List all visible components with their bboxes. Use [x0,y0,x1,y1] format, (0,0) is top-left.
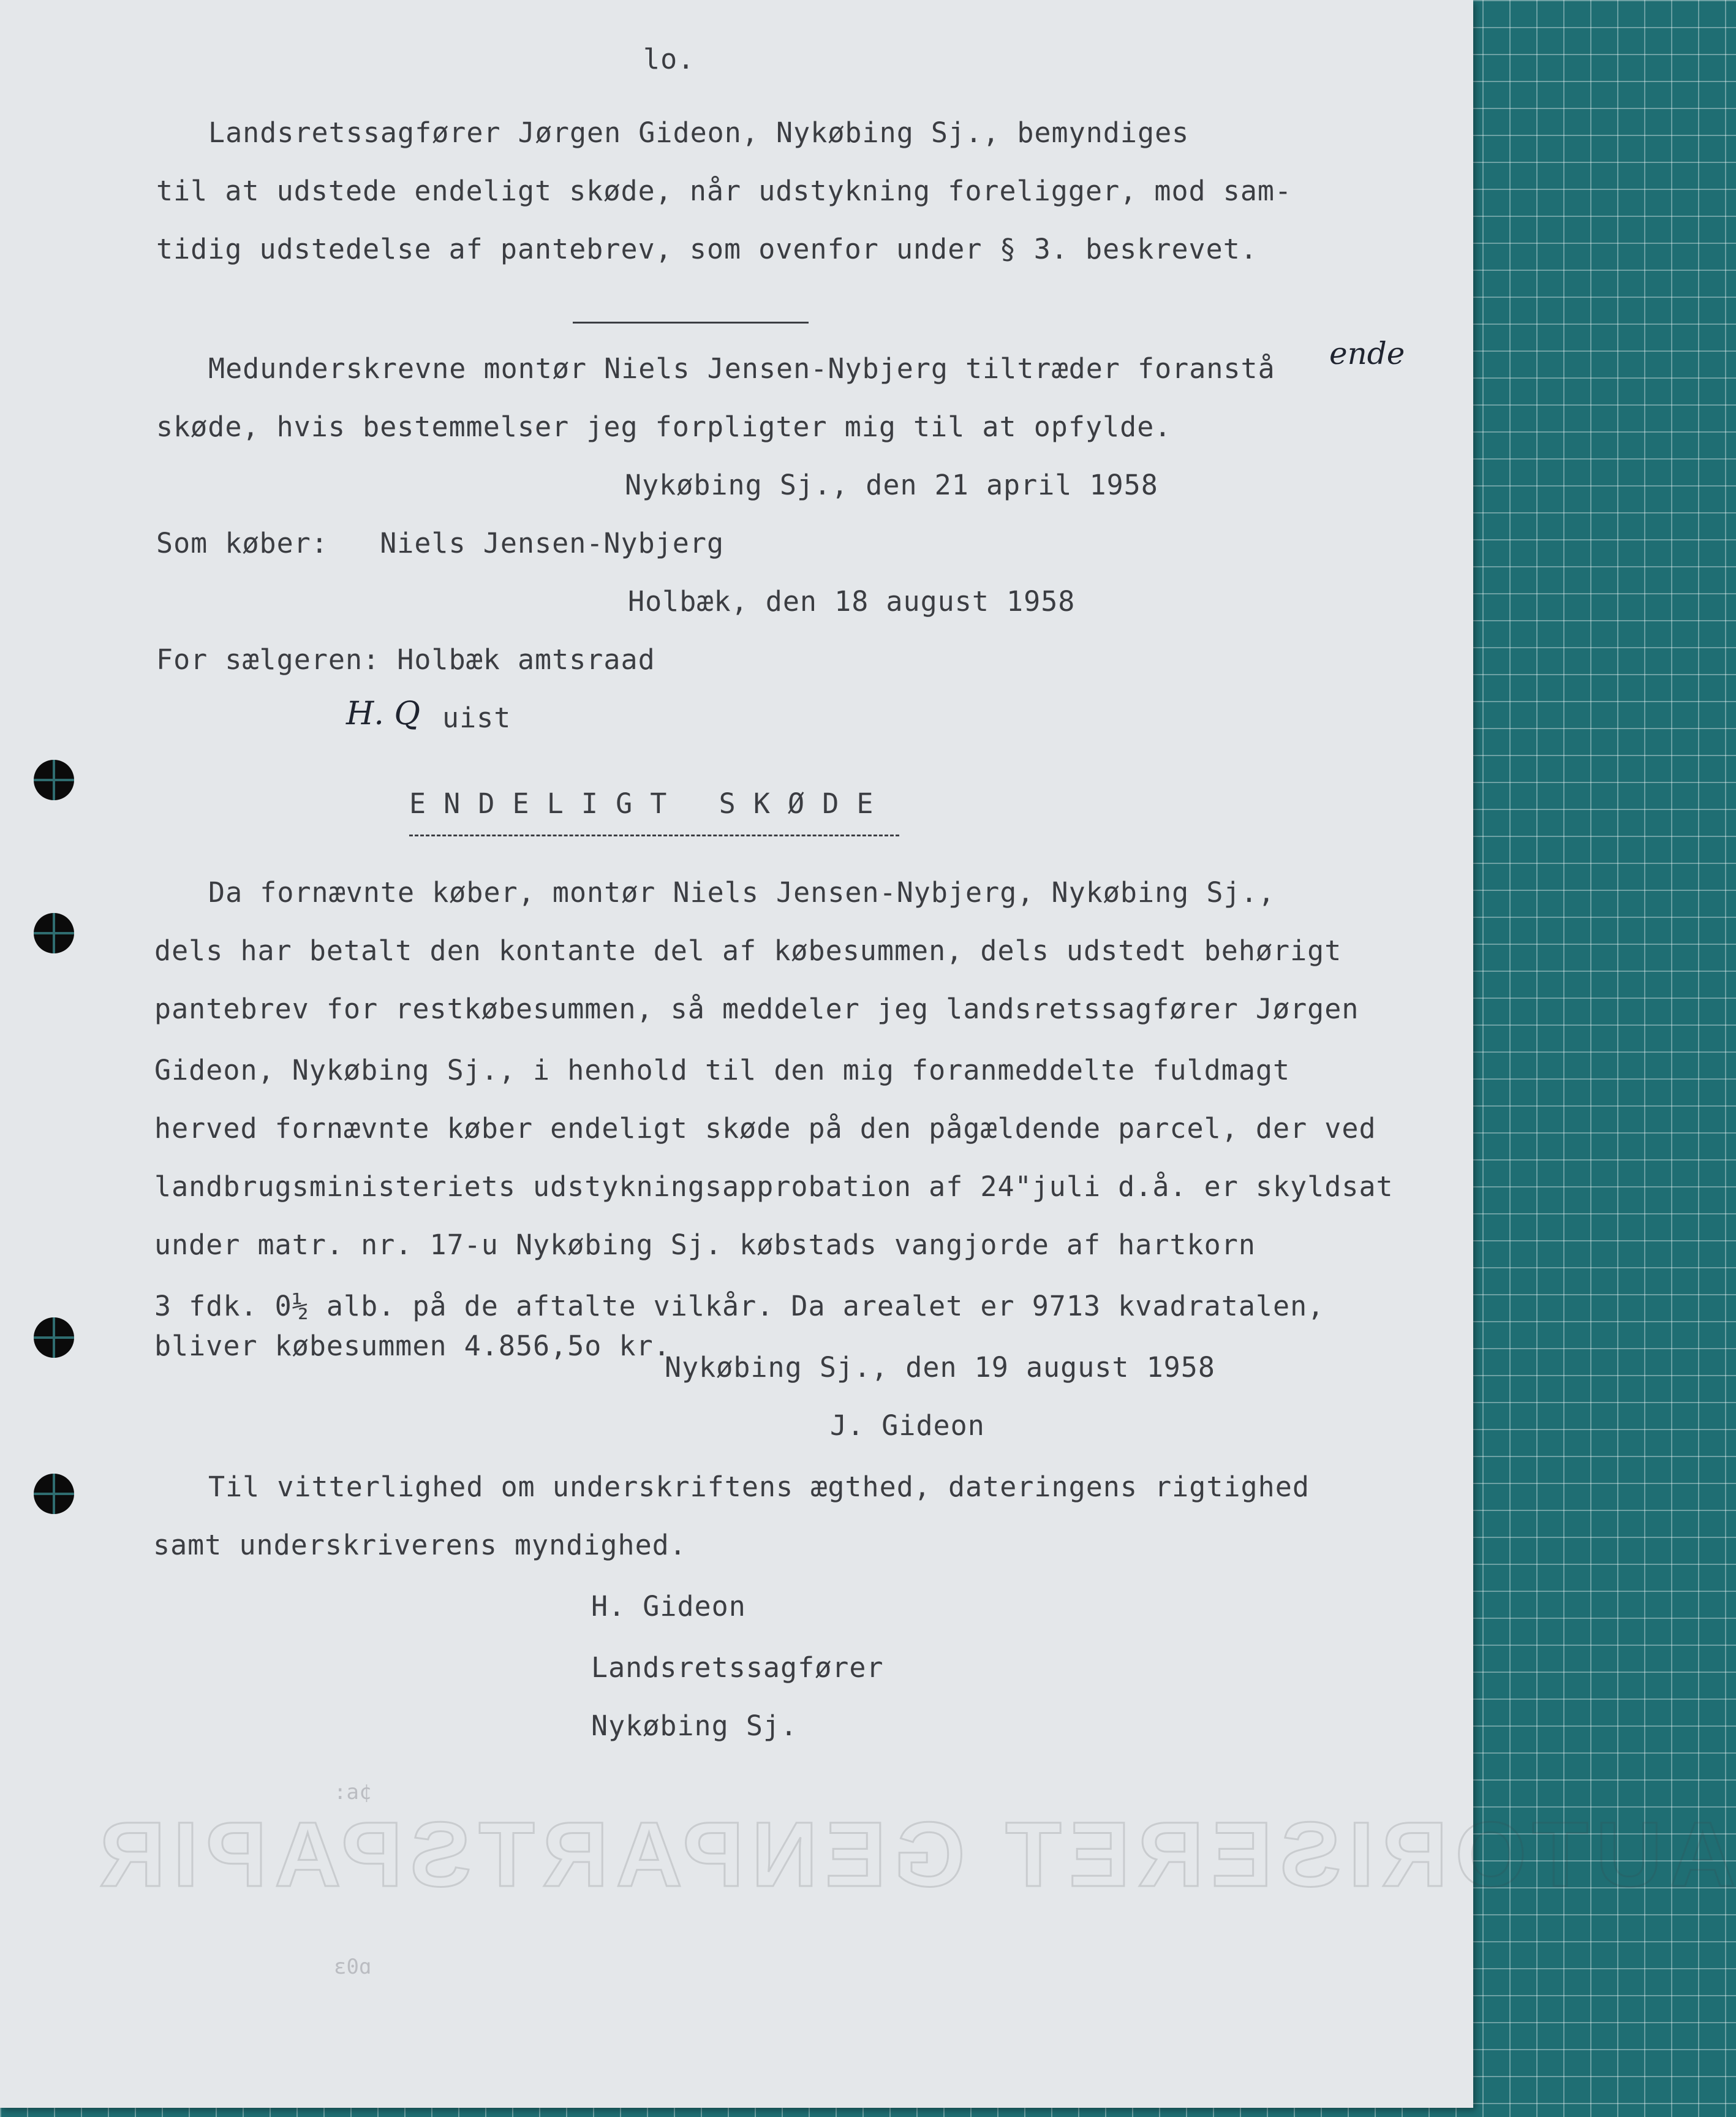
paragraph2-line-1: Medunderskrevne montør Niels Jensen-Nybjerg tiltræder foranstå [208,352,1275,385]
heading-underline [409,835,899,836]
section-divider [573,322,809,324]
punch-hole-1 [34,760,74,800]
attestation-line-2: samt underskriverens myndighed. [153,1529,687,1561]
date-line-1: Nykøbing Sj., den 21 april 1958 [625,469,1158,501]
document-heading: E N D E L I G T S K Ø D E [409,787,874,820]
attestation-line-1: Til vitterlighed om underskriftens ægthed, dateringens rigtighed [208,1471,1310,1503]
body-line-2: dels har betalt den kontante del af købesummen, dels udstedt behørigt [154,934,1342,967]
handwritten-insert: ende [1329,336,1405,371]
bleed-through-mark: :a¢ [334,1780,372,1805]
punch-hole-2 [34,913,74,953]
witness-title: Landsretssagfører [591,1651,884,1684]
date-line-3: Nykøbing Sj., den 19 august 1958 [665,1351,1215,1384]
seller-signature-typed: uist [442,702,511,734]
paragraph1-line-3: tidig udstedelse af pantebrev, som ovenfor under § 3. beskrevet. [156,233,1258,265]
body-line-7: under matr. nr. 17-u Nykøbing Sj. købstads vangjorde af hartkorn [154,1229,1256,1261]
body-line-1: Da fornævnte køber, montør Niels Jensen-Nybjerg, Nykøbing Sj., [208,876,1275,909]
witness-place: Nykøbing Sj. [591,1710,798,1742]
bleed-through-mark: ɛ0ɑ [334,1955,372,1979]
body-line-3: pantebrev for restkøbesummen, så meddeler jeg landsretssagfører Jørgen [154,993,1359,1025]
paragraph1-line-2: til at udstede endeligt skøde, når udstykning foreligger, mod sam- [156,175,1293,207]
bleed-through-stamp: AUTORISERET GENPARTSPAPIR [92,1803,1736,1906]
paragraph1-line-1: Landsretssagfører Jørgen Gideon, Nykøbing Sj., bemyndiges [208,116,1190,149]
body-line-9: bliver købesummen 4.856,5o kr. [154,1330,671,1362]
seller-signature-handwritten: H. Q [346,695,421,732]
signature-1: J. Gideon [830,1409,985,1442]
seller-line: For sælgeren: Holbæk amtsraad [156,643,655,676]
punch-hole-3 [34,1317,74,1358]
paragraph2-line-2: skøde, hvis bestemmelser jeg forpligter mig til at opfylde. [156,411,1172,443]
body-line-6: landbrugsministeriets udstykningsapprobation af 24"juli d.å. er skyldsat [154,1170,1394,1203]
page-number: lo. [643,43,695,75]
body-line-4: Gideon, Nykøbing Sj., i henhold til den mig foranmeddelte fuldmagt [154,1054,1291,1086]
punch-hole-4 [34,1474,74,1514]
body-line-5: herved fornævnte køber endeligt skøde på den pågældende parcel, der ved [154,1112,1376,1145]
date-line-2: Holbæk, den 18 august 1958 [628,585,1076,618]
witness-name: H. Gideon [591,1590,746,1623]
body-line-8: 3 fdk. 0½ alb. på de aftalte vilkår. Da arealet er 9713 kvadratalen, [154,1290,1325,1322]
buyer-line: Som køber: Niels Jensen-Nybjerg [156,527,725,559]
